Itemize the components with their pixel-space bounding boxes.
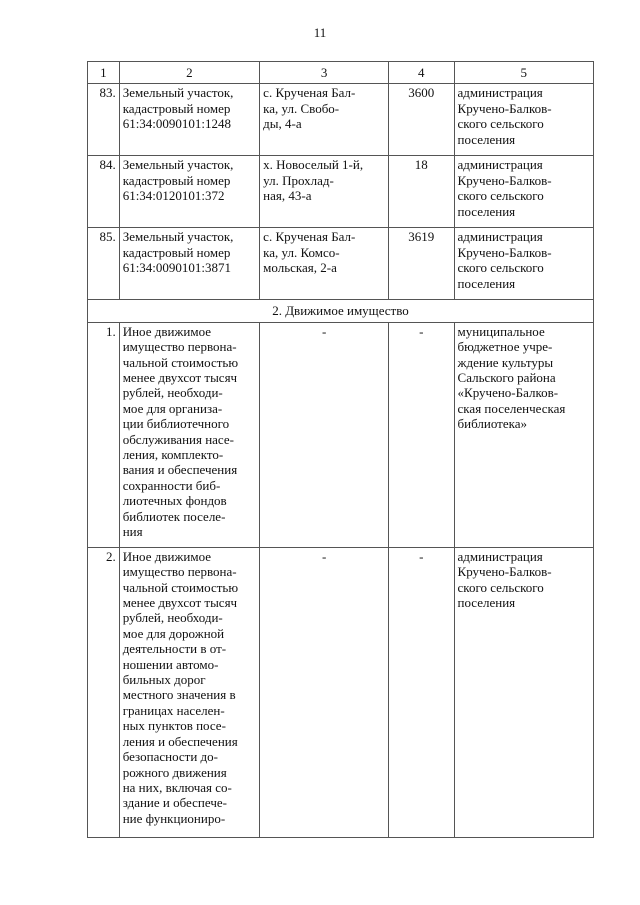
- object-area: 3619: [389, 228, 454, 300]
- object-holder: администрация Кручено-Балков- ского сельского поселения: [454, 547, 593, 837]
- object-holder: муниципальное бюджетное учре- ждение культуры Сальского района «Кручено-Балков- ская поселенческая библиотека»: [454, 322, 593, 547]
- object-area: -: [389, 322, 454, 547]
- object-name: Земельный участок, кадастровый номер 61:34:0120101:372: [119, 156, 259, 228]
- object-holder: администрация Кручено-Балков- ского сельского поселения: [454, 228, 593, 300]
- table-row: [88, 547, 594, 837]
- object-name: Земельный участок, кадастровый номер 61:34:0090101:3871: [119, 228, 259, 300]
- column-header: 2: [119, 62, 259, 84]
- column-header: 4: [389, 62, 454, 84]
- table-row: [88, 322, 594, 547]
- object-name: Земельный участок, кадастровый номер 61:34:0090101:1248: [119, 84, 259, 156]
- column-header: 5: [454, 62, 593, 84]
- page-number: 11: [313, 25, 327, 40]
- object-address: -: [260, 547, 389, 837]
- row-number: 1.: [88, 322, 120, 547]
- property-register-table: [87, 61, 594, 838]
- object-address: -: [260, 322, 389, 547]
- section-row: [88, 300, 594, 322]
- object-area: 18: [389, 156, 454, 228]
- object-address: с. Крученая Бал- ка, ул. Комсо- мольская, 2-а: [260, 228, 389, 300]
- object-area: 3600: [389, 84, 454, 156]
- object-name: Иное движимое имущество первона- чальной стоимостью менее двухсот тысяч рублей, необходи- мое для дорожной деятельности в от- ношении автомо- бильных дорог местного значения в границах населен- ных пунктов посе- ления и обеспечения безопасности до- рожного движения на них, включая со- здание и обеспече- ние функциониро-: [119, 547, 259, 837]
- column-header: 3: [260, 62, 389, 84]
- object-address: х. Новоселый 1-й, ул. Прохлад- ная, 43-а: [260, 156, 389, 228]
- column-header: 1: [88, 62, 120, 84]
- object-holder: администрация Кручено-Балков- ского сельского поселения: [454, 84, 593, 156]
- section-title: 2. Движимое имущество: [88, 300, 594, 322]
- table-row: [88, 156, 594, 228]
- object-address: с. Крученая Бал- ка, ул. Свобо- ды, 4-а: [260, 84, 389, 156]
- table-row: [88, 228, 594, 300]
- object-area: -: [389, 547, 454, 837]
- table-header-row: [88, 62, 594, 84]
- row-number: 84.: [88, 156, 120, 228]
- row-number: 83.: [88, 84, 120, 156]
- object-name: Иное движимое имущество первона- чальной стоимостью менее двухсот тысяч рублей, необходи- мое для организа- ции библиотечного обслуживания насе- ления, комплекто- вания и обеспечения сохранности биб- лиотечных фондов библиотек поселе- ния: [119, 322, 259, 547]
- object-holder: администрация Кручено-Балков- ского сельского поселения: [454, 156, 593, 228]
- row-number: 85.: [88, 228, 120, 300]
- row-number: 2.: [88, 547, 120, 837]
- table-row: [88, 84, 594, 156]
